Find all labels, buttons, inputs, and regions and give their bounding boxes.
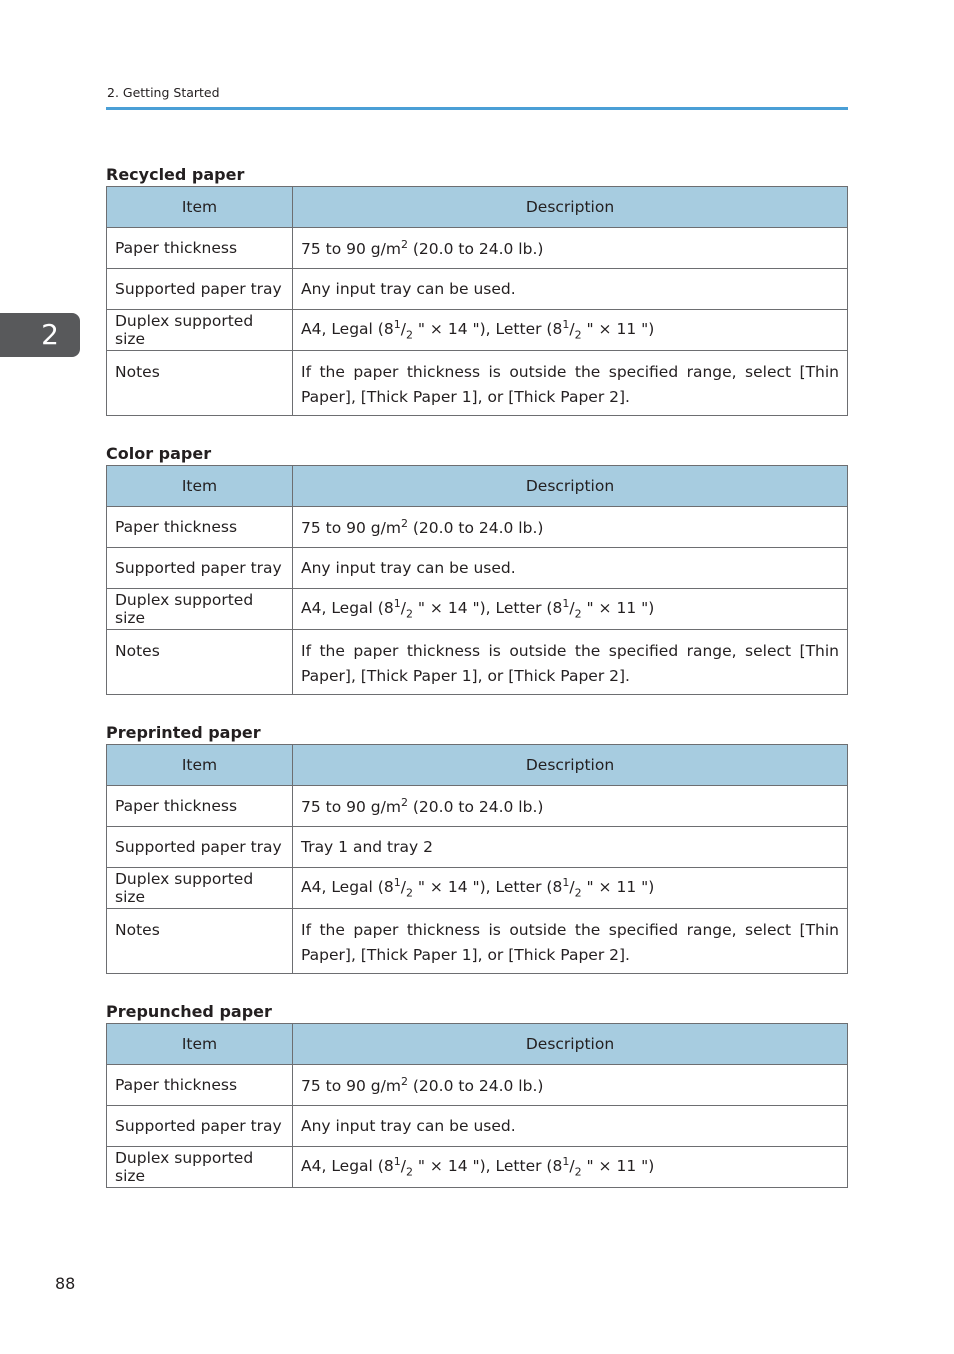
section-title: Color paper bbox=[106, 444, 212, 463]
row-label: Paper thickness bbox=[107, 507, 293, 548]
section-preprinted-paper bbox=[106, 722, 848, 974]
row-value: If the paper thickness is outside the specified range, select [Thin Paper], [Thick Paper 1], or [Thick Paper 2]. bbox=[293, 909, 848, 974]
table-row bbox=[107, 786, 848, 827]
row-label: Notes bbox=[107, 909, 293, 974]
table-row bbox=[107, 589, 848, 630]
row-label: Duplex supported size bbox=[107, 1147, 293, 1188]
section-prepunched-paper bbox=[106, 1001, 848, 1188]
chapter-tab-number: 2 bbox=[41, 318, 59, 351]
chapter-tab bbox=[0, 313, 80, 357]
spec-table bbox=[106, 1023, 848, 1188]
row-value: 75 to 90 $g/m^2$ (20.0 to 24.0 lb.) bbox=[293, 786, 848, 827]
table-row bbox=[107, 1106, 848, 1147]
section-title: Recycled paper bbox=[106, 165, 245, 184]
row-value: A4, Legal ($8^1/_2$ " × 14 "), Letter ($8^1/_2$ " × 11 ") bbox=[293, 310, 848, 351]
row-label: Paper thickness bbox=[107, 786, 293, 827]
row-label: Duplex supported size bbox=[107, 589, 293, 630]
section-title: Preprinted paper bbox=[106, 723, 261, 742]
row-label: Notes bbox=[107, 351, 293, 416]
running-header: 2. Getting Started bbox=[107, 85, 220, 100]
table-row bbox=[107, 507, 848, 548]
row-label: Paper thickness bbox=[107, 228, 293, 269]
table-row bbox=[107, 868, 848, 909]
row-label: Supported paper tray bbox=[107, 1106, 293, 1147]
row-label: Notes bbox=[107, 630, 293, 695]
table-row bbox=[107, 909, 848, 974]
spec-table bbox=[106, 744, 848, 974]
section-recycled-paper bbox=[106, 164, 848, 416]
section-color-paper bbox=[106, 443, 848, 695]
header-rule bbox=[106, 107, 848, 110]
table-row bbox=[107, 269, 848, 310]
column-header-description: Description bbox=[293, 187, 848, 228]
row-label: Duplex supported size bbox=[107, 868, 293, 909]
table-header-row bbox=[107, 187, 848, 228]
row-value: 75 to 90 $g/m^2$ (20.0 to 24.0 lb.) bbox=[293, 1065, 848, 1106]
row-value: A4, Legal ($8^1/_2$ " × 14 "), Letter ($8^1/_2$ " × 11 ") bbox=[293, 589, 848, 630]
row-label: Supported paper tray bbox=[107, 827, 293, 868]
column-header-item: Item bbox=[107, 745, 293, 786]
table-row bbox=[107, 827, 848, 868]
table-row bbox=[107, 310, 848, 351]
table-row bbox=[107, 548, 848, 589]
row-value: 75 to 90 $g/m^2$ (20.0 to 24.0 lb.) bbox=[293, 507, 848, 548]
column-header-description: Description bbox=[293, 466, 848, 507]
row-label: Paper thickness bbox=[107, 1065, 293, 1106]
row-value: A4, Legal ($8^1/_2$ " × 14 "), Letter ($8^1/_2$ " × 11 ") bbox=[293, 1147, 848, 1188]
spec-table bbox=[106, 186, 848, 416]
spec-table bbox=[106, 465, 848, 695]
column-header-description: Description bbox=[293, 745, 848, 786]
column-header-item: Item bbox=[107, 187, 293, 228]
page-number: 88 bbox=[55, 1274, 76, 1293]
column-header-item: Item bbox=[107, 1024, 293, 1065]
table-row bbox=[107, 228, 848, 269]
row-label: Supported paper tray bbox=[107, 269, 293, 310]
row-value: Any input tray can be used. bbox=[293, 269, 848, 310]
table-row bbox=[107, 1147, 848, 1188]
row-value: Any input tray can be used. bbox=[293, 548, 848, 589]
row-label: Duplex supported size bbox=[107, 310, 293, 351]
row-value: Any input tray can be used. bbox=[293, 1106, 848, 1147]
table-header-row bbox=[107, 745, 848, 786]
column-header-description: Description bbox=[293, 1024, 848, 1065]
column-header-item: Item bbox=[107, 466, 293, 507]
table-row bbox=[107, 630, 848, 695]
table-row bbox=[107, 1065, 848, 1106]
row-value: A4, Legal ($8^1/_2$ " × 14 "), Letter ($8^1/_2$ " × 11 ") bbox=[293, 868, 848, 909]
row-value: If the paper thickness is outside the specified range, select [Thin Paper], [Thick Paper 1], or [Thick Paper 2]. bbox=[293, 630, 848, 695]
row-value: Tray 1 and tray 2 bbox=[293, 827, 848, 868]
row-value: If the paper thickness is outside the specified range, select [Thin Paper], [Thick Paper 1], or [Thick Paper 2]. bbox=[293, 351, 848, 416]
table-row bbox=[107, 351, 848, 416]
row-value: 75 to 90 $g/m^2$ (20.0 to 24.0 lb.) bbox=[293, 228, 848, 269]
section-title: Prepunched paper bbox=[106, 1002, 272, 1021]
row-label: Supported paper tray bbox=[107, 548, 293, 589]
table-header-row bbox=[107, 466, 848, 507]
table-header-row bbox=[107, 1024, 848, 1065]
